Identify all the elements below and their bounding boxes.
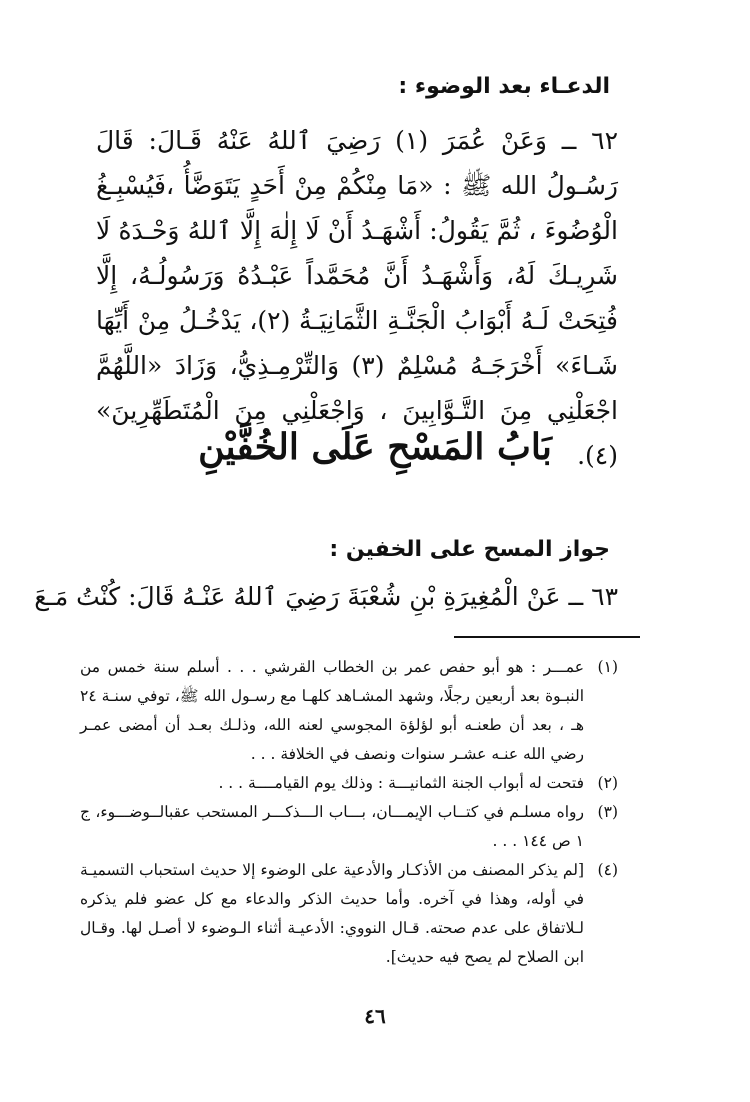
footnote-number: (٣) xyxy=(597,803,618,821)
footnote-number: (١) xyxy=(597,658,618,676)
subsection-heading: جواز المسح على الخفين : xyxy=(329,537,610,562)
footnote xyxy=(80,769,618,798)
footnote-text: عمـــر : هو أبو حفص عمر بن الخطاب القرشي . . . أسلم سنة خمس من النبـوة بعد أربعين رجلًا، وشهد المشـاهد كلهـا مع رسـول الله ﷺ، توفي سنـة ٢٤ هـ ، بعد أن طعنـه أبو لؤلؤة المجوسي لعنه الله، وذلـك بعـد أن أمضى عمـر رضي الله عنـه عشـر سنوات ونصف في الخلافة . . . xyxy=(80,658,584,763)
hadith-62: ٦٢ ــ وَعَنْ عُمَرَ (١) رَضِيَ ٱللهُ عَنْهُ قَـالَ: قَالَ رَسُـولُ الله ﷺ : «مَا مِنْكُمْ مِنْ أَحَدٍ يَتَوَضَّأُ ،فَيُسْبِـغُ الْوُضُوءَ ، ثُمَّ يَقُولُ: أَشْهَـدُ أَنْ لَا إِلٰهَ إِلَّا ٱللهُ وَحْـدَهُ لَا شَرِيـكَ لَهُ، وَأَشْهَـدُ أَنَّ مُحَمَّداً عَبْـدُهُ وَرَسُولُـهُ، إِلَّا فُتِحَتْ لَـهُ أَبْوَابُ الْجَنَّـةِ الثَّمَانِيَـةُ (٢)، يَدْخُـلُ مِنْ أَيِّهَا شَـاءَ» أَخْرَجَـهُ مُسْلِمٌ (٣) وَالتِّرْمِـذِيُّ، وَزَادَ «اللَّهُمَّ اجْعَلْنِي مِنَ التَّـوَّابِينَ ، وَاجْعَلْنِي مِنَ الْمُتَطَهِّرِينَ» (٤). xyxy=(96,126,619,470)
footnotes xyxy=(80,653,618,972)
page-number: ٤٦ xyxy=(364,1004,386,1028)
footnote xyxy=(80,798,618,856)
footnote-text: رواه مسلـم في كتــاب الإيمـــان، بـــاب الـــذكـــر المستحب عقبالــوضـــوء، ج ١ ص ١٤٤ . . . xyxy=(80,803,584,850)
footnote xyxy=(80,653,618,769)
chapter-title: بَابُ المَسْحِ عَلَى الخُفَّيْنِ xyxy=(198,426,552,468)
hadith-63: ٦٣ ــ عَنْ الْمُغِيرَةِ بْنِ شُعْبَةَ رَضِيَ ٱللهُ عَنْـهُ قَالَ: كُنْتُ مَـعَ xyxy=(34,582,618,611)
footnote xyxy=(80,856,618,972)
section-heading: الدعـاء بعد الوضوء : xyxy=(398,74,610,99)
footnote-text: [لم يذكر المصنف من الأذكـار والأدعية على الوضوء إلا حديث استحباب التسميـة في أوله، وهذا في آخره. وأما حديث الذكر والدعاء مع كل عضو فلم يذكره لـلاتفاق على عدم صحته. قـال النووي: الأدعيـة أثناء الـوضوء لا أصـل لها. وقـال ابن الصلاح لم يصح فيه حديث]. xyxy=(80,861,584,966)
footnote-text: فتحت له أبواب الجنة الثمانيـــة : وذلك يوم القيامــــة . . . xyxy=(218,774,584,792)
footnote-number: (٢) xyxy=(597,774,618,792)
footnote-number: (٤) xyxy=(597,861,618,879)
footnote-divider xyxy=(454,636,640,638)
